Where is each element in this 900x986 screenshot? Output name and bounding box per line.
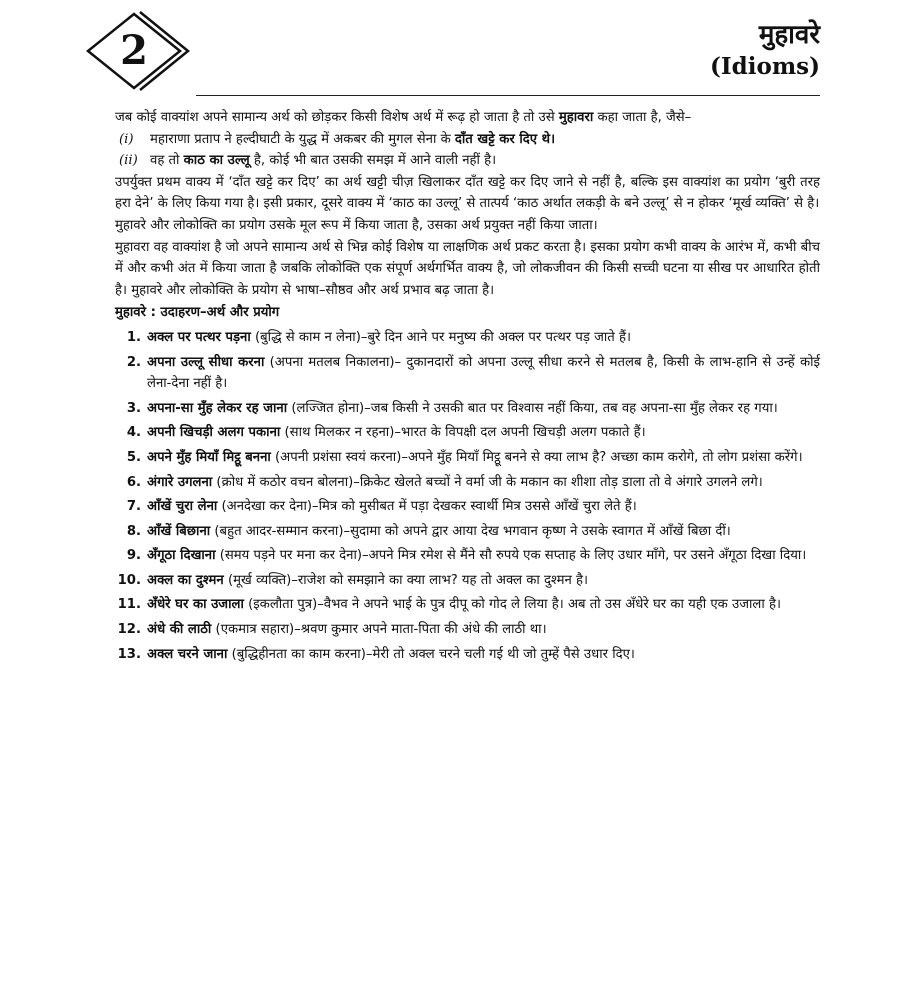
example-pre: महाराणा प्रताप ने हल्दीघाटी के युद्ध में अकबर की मुगल सेना के <box>150 131 455 147</box>
idiom-number: 4. <box>126 425 141 441</box>
idiom-phrase: अंगारे उगलना <box>147 474 213 490</box>
example-marker: (i) <box>119 131 134 147</box>
idiom-phrase: अपना-सा मुँह लेकर रह जाना <box>147 400 288 416</box>
chapter-title <box>710 18 820 82</box>
idiom-phrase: अक्ल पर पत्थर पड़ना <box>147 329 251 345</box>
idiom-body <box>147 594 820 616</box>
idiom-item <box>115 619 820 641</box>
idiom-meaning: (अपनी प्रशंसा स्वयं करना)–अपने मुँह मियाँ मिट्ठू बनने से क्या लाभ है? अच्छा काम करोगे, तो लोग प्रशंसा करेंगे। <box>270 449 803 465</box>
intro-term: मुहावरा <box>558 110 594 125</box>
idiom-number: 2. <box>126 354 141 370</box>
idiom-item <box>115 545 820 567</box>
idiom-phrase: अँगूठा दिखाना <box>147 548 216 564</box>
idiom-number: 3. <box>126 400 141 416</box>
idiom-meaning: (क्रोध में कठोर वचन बोलना)–क्रिकेट खेलते बच्चों ने वर्मा जी के मकान का शीशा तोड़ डाला तो वे अंगारे उगलने लगे। <box>212 474 763 490</box>
idiom-number: 12. <box>117 622 141 638</box>
idiom-meaning: (बहुत आदर-सम्मान करना)–सुदामा को अपने द्वार आया देख भगवान कृष्ण ने उसके स्वागत में आँखें बिछा दीं। <box>210 523 731 539</box>
idiom-meaning: (लज्जित होना)–जब किसी ने उसकी बात पर विश्वास नहीं किया, तब वह अपना-सा मुँह लेकर रह गया। <box>287 400 778 416</box>
intro-end: कहा जाता है, जैसे– <box>593 110 692 125</box>
idiom-item <box>115 496 820 518</box>
intro-paragraph <box>115 107 820 129</box>
idiom-number: 7. <box>126 499 141 515</box>
idiom-item <box>115 644 820 666</box>
example-text <box>150 129 820 151</box>
idiom-number: 9. <box>126 548 141 564</box>
idiom-body <box>147 398 820 420</box>
idiom-meaning: (समय पड़ने पर मना कर देना)–अपने मित्र रमेश से मैंने सौ रुपये एक सप्ताह के लिए उधार माँगे, पर उसने अँगूठा दिखा दिया। <box>215 548 807 564</box>
page-header <box>0 0 900 100</box>
idiom-item <box>115 472 820 494</box>
idiom-body <box>147 472 820 494</box>
header-rule <box>196 95 820 96</box>
idiom-body <box>147 644 820 666</box>
idiom-body <box>147 422 820 444</box>
idiom-number: 10. <box>117 572 141 588</box>
page-content <box>115 107 820 665</box>
idiom-body <box>147 447 820 469</box>
example-bold: दाँत खट्टे कर दिए थे। <box>454 131 556 147</box>
idiom-phrase: अंधे की लाठी <box>147 622 212 638</box>
idiom-body <box>147 327 820 349</box>
chapter-title-english: (Idioms) <box>710 53 820 80</box>
section-heading: मुहावरे : उदाहरण–अर्थ और प्रयोग <box>115 305 280 321</box>
definition-paragraph: मुहावरा वह वाक्यांश है जो अपने सामान्य अर्थ से भिन्न कोई विशेष या लाक्षणिक अर्थ प्रकट करता है। इसका प्रयोग कभी वाक्य के आरंभ में, कभी बीच में और कभी अंत में किया जाता है जबकि लोकोक्ति एक संपूर्ण अर्थगर्भित वाक्य है, जो लोकजीवन की किसी सच्ची घटना या सीख पर आधारित होती है। मुहावरे और लोकोक्ति के प्रयोग से भाषा–सौष्ठव और अर्थ प्रभाव बढ़ जाता है। <box>115 239 820 298</box>
idiom-item <box>115 594 820 616</box>
idiom-item <box>115 521 820 543</box>
idiom-phrase: अपना उल्लू सीधा करना <box>147 354 265 370</box>
idiom-phrase: अक्ल चरने जाना <box>147 646 228 662</box>
idiom-number: 1. <box>126 329 141 345</box>
example-item <box>115 129 820 151</box>
idiom-item <box>115 422 820 444</box>
example-item <box>115 150 820 172</box>
idiom-meaning: (अनदेखा कर देना)–मित्र को मुसीबत में पड़ा देखकर स्वार्थी मित्र उससे आँखें चुरा लेते हैं। <box>217 499 637 515</box>
example-pre: वह तो <box>150 153 184 169</box>
idiom-item <box>115 570 820 592</box>
idiom-meaning: (मूर्ख व्यक्ति)–राजेश को समझाने का क्या लाभ? यह तो अक्ल का दुश्मन है। <box>223 572 589 588</box>
idiom-item <box>115 398 820 420</box>
chapter-number: 2 <box>120 27 148 74</box>
idiom-phrase: अपने मुँह मियाँ मिट्ठू बनना <box>147 449 271 465</box>
idiom-meaning: (इकलौता पुत्र)–वैभव ने अपने भाई के पुत्र दीपू को गोद ले लिया है। अब तो उस अँधेरे घर का यही एक उजाला है। <box>243 597 781 613</box>
idiom-body <box>147 352 820 395</box>
idiom-number: 13. <box>117 646 141 662</box>
idiom-meaning: (अपना मतलब निकालना)– दुकानदारों को अपना उल्लू सीधा करने से मतलब है, किसी के लाभ-हानि से उन्हें कोई लेना-देना नहीं है। <box>147 354 820 392</box>
idiom-body <box>147 496 820 518</box>
idiom-body <box>147 521 820 543</box>
idiom-body <box>147 619 820 641</box>
idiom-body <box>147 545 820 567</box>
idiom-item <box>115 327 820 349</box>
idiom-meaning: (एकमात्र सहारा)–श्रवण कुमार अपने माता-पिता की अंधे की लाठी था। <box>211 622 547 638</box>
intro-lead: जब कोई वाक्यांश अपने सामान्य अर्थ को छोड़कर किसी विशेष अर्थ में रूढ़ हो जाता है तो उसे <box>115 110 559 125</box>
usage-paragraph: मुहावरे और लोकोक्ति का प्रयोग उसके मूल रूप में किया जाता है, उसका अर्थ प्रयुक्त नहीं किया जाता। <box>115 217 598 233</box>
idiom-number: 6. <box>126 474 141 490</box>
idiom-meaning: (बुद्धि से काम न लेना)–बुरे दिन आने पर मनुष्य की अक्ल पर पत्थर पड़ जाते हैं। <box>250 329 631 345</box>
idiom-phrase: आँखें बिछाना <box>147 523 211 539</box>
idiom-number: 11. <box>117 597 141 613</box>
idiom-number: 8. <box>126 523 141 539</box>
chapter-badge <box>84 10 194 92</box>
idiom-phrase: आँखें चुरा लेना <box>147 499 218 515</box>
idiom-body <box>147 570 820 592</box>
idiom-phrase: अपनी खिचड़ी अलग पकाना <box>147 425 281 441</box>
idiom-phrase: अँधेरे घर का उजाला <box>147 597 244 613</box>
idiom-number: 5. <box>126 449 141 465</box>
example-marker: (ii) <box>119 153 138 169</box>
chapter-title-hindi: मुहावरे <box>758 20 820 50</box>
idiom-list <box>115 327 820 665</box>
idiom-item <box>115 447 820 469</box>
idiom-meaning: (साथ मिलकर न रहना)–भारत के विपक्षी दल अपनी खिचड़ी अलग पकाते हैं। <box>280 425 646 441</box>
example-post: है, कोई भी बात उसकी समझ में आने वाली नहीं है। <box>249 153 497 169</box>
idiom-phrase: अक्ल का दुश्मन <box>147 572 224 588</box>
example-bold: काठ का उल्लू <box>183 153 250 169</box>
example-text <box>150 150 820 172</box>
idiom-meaning: (बुद्धिहीनता का काम करना)–मेरी तो अक्ल चरने चली गई थी जो तुम्हें पैसे उधार दिए। <box>227 646 635 662</box>
idiom-item <box>115 352 820 395</box>
explanation-paragraph: उपर्युक्त प्रथम वाक्य में ‘दाँत खट्टे कर दिए’ का अर्थ खट्टी चीज़ खिलाकर दाँत खट्टे कर दिए जाने से नहीं है, बल्कि इस वाक्यांश का प्रयोग ‘बुरी तरह हरा देने’ के लिए किया गया है। इसी प्रकार, दूसरे वाक्य में ‘काठ का उल्लू’ से तात्पर्य ‘काठ अर्थात लकड़ी के बने उल्लू’ से न होकर ‘मूर्ख व्यक्ति’ से है। <box>115 174 820 212</box>
